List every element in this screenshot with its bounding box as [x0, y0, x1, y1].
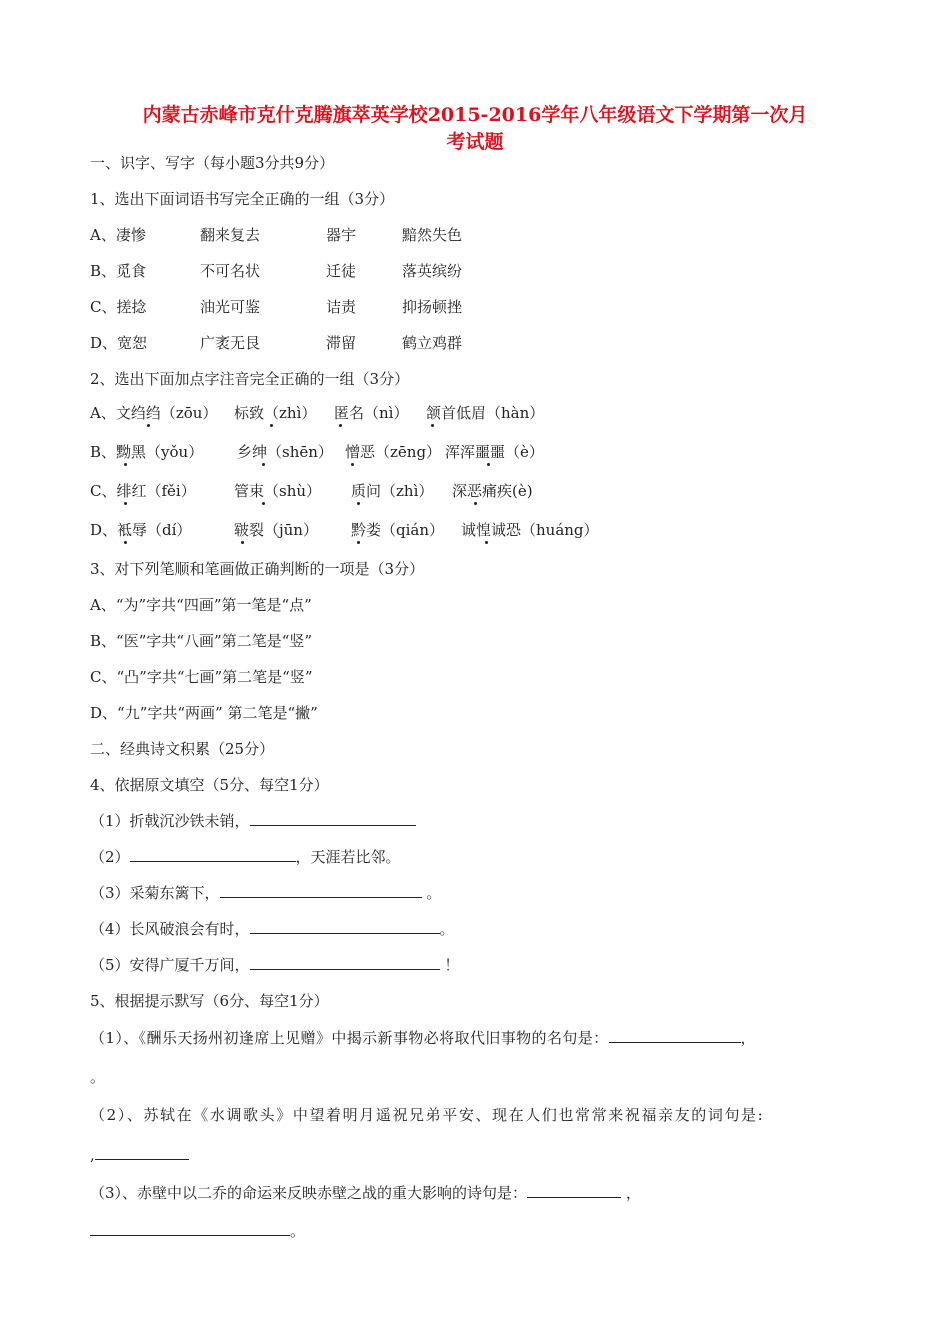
q1-b-word1: B、觅食 — [90, 262, 147, 280]
q1-d-word2: 广袤无艮 — [200, 334, 261, 352]
q3-option-d: D、“九”字共“两画” 第二笔是“撇” — [90, 704, 318, 722]
emphasis-dot — [241, 541, 244, 544]
answer-blank[interactable] — [609, 1027, 741, 1043]
emphasis-dot — [357, 541, 360, 544]
answer-blank[interactable] — [95, 1144, 189, 1160]
q2-a-item4: 颔首低眉（hàn） — [426, 404, 545, 422]
emphasis-dot — [351, 463, 354, 466]
answer-blank[interactable] — [220, 882, 422, 898]
q4-item-3: （3）采菊东篱下， 。 — [90, 884, 442, 902]
q5-item-1-end: 。 — [90, 1068, 106, 1086]
q1-c-word3: 诘责 — [326, 298, 357, 316]
section1-heading: 一、识字、写字（每小题3分共9分） — [90, 154, 335, 172]
q1-c-word4: 抑扬顿挫 — [402, 298, 463, 316]
emphasis-dot — [339, 424, 342, 427]
emphasis-dot — [147, 424, 150, 427]
q2-d-item3: 黔娄（qián） — [351, 521, 445, 539]
q3-stem: 3、对下列笔顺和笔画做正确判断的一项是（3分） — [90, 560, 425, 578]
q5-item-3-end: 。 — [90, 1220, 305, 1241]
q1-a-word3: 器宇 — [326, 226, 357, 244]
q2-c-item2: 管束（shù） — [234, 482, 322, 500]
q2-d-item4: 诚惶诚恐（huáng） — [461, 521, 599, 539]
section2-heading: 二、经典诗文积累（25分） — [90, 740, 275, 758]
q1-b-word2: 不可名状 — [200, 262, 261, 280]
q2-b-item2: 乡绅（shēn） — [237, 443, 333, 461]
q5-item-1: （1）、《酬乐天扬州初逢席上见赠》中揭示新事物必将取代旧事物的名句是： ， — [90, 1029, 756, 1047]
emphasis-dot — [270, 424, 273, 427]
answer-blank[interactable] — [250, 918, 440, 934]
q1-d-word4: 鹤立鸡群 — [402, 334, 463, 352]
emphasis-dot — [474, 502, 477, 505]
exam-title-line2: 考试题 — [446, 131, 504, 153]
q2-d-item1: D、袛辱（dí） — [90, 521, 192, 539]
q2-b-item4: 浑浑噩噩（è） — [445, 443, 544, 461]
q2-b-item3: 憎恶（zēng） — [345, 443, 442, 461]
q3-option-c: C、“凸”字共“七画”第二笔是“竖” — [90, 668, 313, 686]
q2-d-item2: 皲裂（jūn） — [234, 521, 318, 539]
answer-blank[interactable] — [130, 846, 296, 862]
answer-blank[interactable] — [527, 1182, 621, 1198]
q1-b-word4: 落英缤纷 — [402, 262, 463, 280]
q2-stem: 2、选出下面加点字注音完全正确的一组（3分） — [90, 370, 410, 388]
q3-option-b: B、“医”字共“八画”第二笔是“竖” — [90, 632, 313, 650]
q2-a-item2: 标致（zhì） — [234, 404, 317, 422]
emphasis-dot — [357, 502, 360, 505]
q2-a-item1: A、文绉绉（zōu） — [90, 404, 218, 422]
exam-title-line1: 内蒙古赤峰市克什克腾旗萃英学校2015-2016学年八年级语文下学期第一次月 — [142, 104, 808, 126]
q4-item-2: （2） ，天涯若比邻。 — [90, 848, 401, 866]
q1-a-word1: A、凄惨 — [90, 226, 146, 244]
q5-item-3: （3）、赤壁中以二乔的命运来反映赤壁之战的重大影响的诗句是： ， — [90, 1184, 641, 1202]
answer-blank[interactable] — [250, 810, 416, 826]
q4-item-1: （1）折戟沉沙铁未销， — [90, 810, 416, 831]
q1-c-word2: 油光可鉴 — [200, 298, 261, 316]
emphasis-dot — [431, 424, 434, 427]
emphasis-dot — [124, 463, 127, 466]
q2-a-item3: 匿名（nì） — [334, 404, 409, 422]
q4-stem: 4、依据原文填空（5分、每空1分） — [90, 776, 329, 794]
emphasis-dot — [124, 502, 127, 505]
answer-blank[interactable] — [250, 954, 440, 970]
q1-d-word3: 滞留 — [326, 334, 357, 352]
q2-c-item3: 质问（zhì） — [351, 482, 434, 500]
q5-item-2-blank-line: , — [90, 1144, 189, 1164]
emphasis-dot — [262, 502, 265, 505]
q5-stem: 5、根据提示默写（6分、每空1分） — [90, 992, 329, 1010]
q1-a-word4: 黯然失色 — [402, 226, 463, 244]
q1-a-word2: 翻来复去 — [200, 226, 261, 244]
q2-c-item4: 深恶痛疾(è) — [452, 482, 533, 500]
q5-item-2: （2）、苏轼在《水调歌头》中望着明月遥祝兄弟平安、现在人们也常常来祝福亲友的词句是: — [90, 1106, 765, 1124]
q4-item-5: （5）安得广厦千万间， ！ — [90, 956, 460, 974]
q1-b-word3: 迁徒 — [326, 262, 357, 280]
q1-d-word1: D、宽恕 — [90, 334, 148, 352]
emphasis-dot — [485, 541, 488, 544]
emphasis-dot — [487, 463, 490, 466]
q1-stem: 1、选出下面词语书写完全正确的一组（3分） — [90, 190, 395, 208]
q2-c-item1: C、绯红（fěi） — [90, 482, 196, 500]
q1-c-word1: C、搓捻 — [90, 298, 147, 316]
q3-option-a: A、“为”字共“四画”第一笔是“点” — [90, 596, 312, 614]
q4-item-4: （4）长风破浪会有时， 。 — [90, 920, 455, 938]
emphasis-dot — [262, 463, 265, 466]
answer-blank[interactable] — [90, 1220, 290, 1236]
emphasis-dot — [124, 541, 127, 544]
q2-b-item1: B、黝黑（yǒu） — [90, 443, 204, 461]
